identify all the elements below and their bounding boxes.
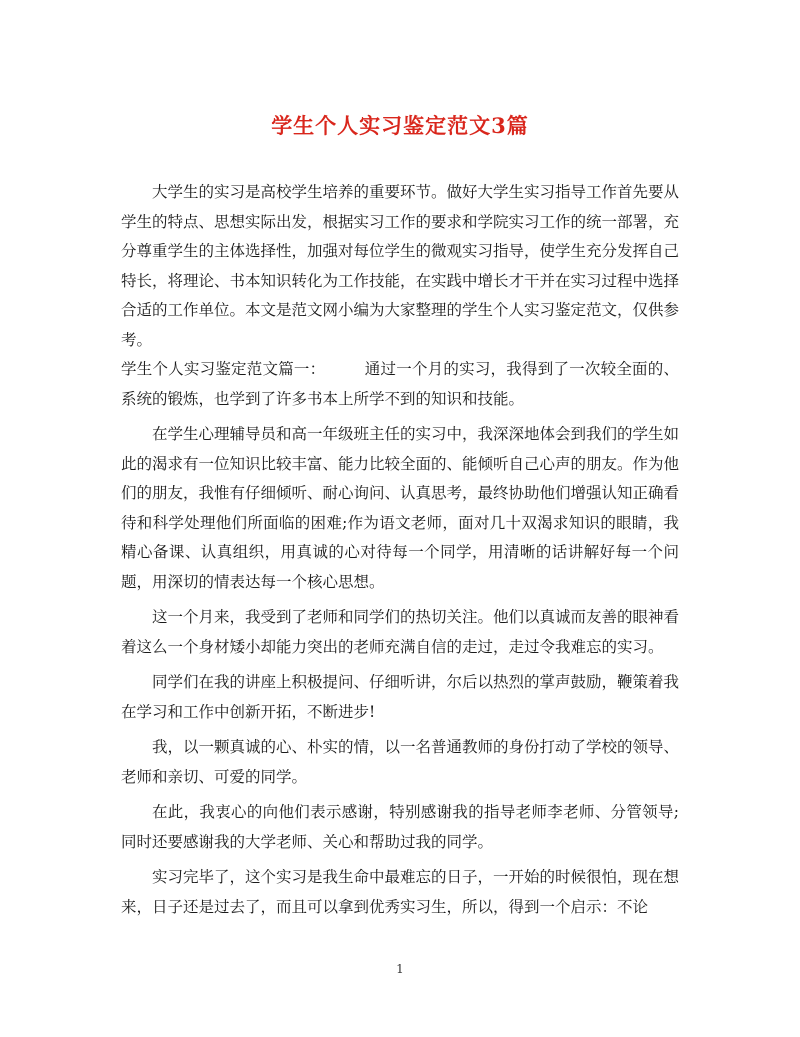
body-paragraph: 在学生心理辅导员和高一年级班主任的实习中，我深深地体会到我们的学生如此的渴求有一位知识比较丰富、能力比较全面的、能倾听自己心声的朋友。作为他们的朋友，我惟有仔细倾听、耐心询问、认真思考，最终协助他们增强认知正确看待和科学处理他们所面临的困难;作为语文老师，面对几十双渴求知识的眼睛，我精心备课、认真组织，用真诚的心对待每一个同学，用清晰的话讲解好每一个问题，用深切的情表达每一个核心思想。 (121, 425, 680, 591)
body-paragraph: 实习完毕了，这个实习是我生命中最难忘的日子，一开始的时候很怕，现在想来，日子还是过去了，而且可以拿到优秀实习生，所以，得到一个启示：不论 (121, 868, 680, 916)
section-label: 学生个人实习鉴定范文篇一： (121, 360, 318, 378)
intro-paragraph: 大学生的实习是高校学生培养的重要环节。做好大学生实习指导工作首先要从学生的特点、思想实际出发，根据实习工作的要求和学院实习工作的统一部署，充分尊重学生的主体选择性，加强对每位学生的微观实习指导，使学生充分发挥自己特长，将理论、书本知识转化为工作技能，在实践中增长才干并在实习过程中选择合适的工作单位。本文是范文网小编为大家整理的学生个人实习鉴定范文，仅供参考。 (121, 183, 680, 349)
body-paragraph: 在此，我衷心的向他们表示感谢，特别感谢我的指导老师李老师、分管领导;同时还要感谢我的大学老师、关心和帮助过我的同学。 (121, 803, 679, 851)
section-first-paragraph (121, 355, 679, 414)
document-body (121, 178, 679, 922)
body-paragraph: 这一个月来，我受到了老师和同学们的热切关注。他们以真诚而友善的眼神看着这么一个身材矮小却能力突出的老师充满自信的走过，走过令我难忘的实习。 (121, 608, 680, 656)
page-number: 1 (396, 962, 404, 976)
body-paragraph: 我，以一颗真诚的心、朴实的情，以一名普通教师的身份打动了学校的领导、老师和亲切、可爱的同学。 (121, 738, 680, 786)
section-label-gap (318, 360, 365, 378)
document-title: 学生个人实习鉴定范文3篇 (271, 113, 529, 138)
section-first-text: 通过一个月的实习，我得到了一次较全面的、系统的锻炼，也学到了许多书本上所学不到的知识和技能。 (121, 360, 679, 408)
body-paragraph: 同学们在我的讲座上积极提问、仔细听讲，尔后以热烈的掌声鼓励，鞭策着我在学习和工作中创新开拓，不断进步! (121, 673, 680, 721)
